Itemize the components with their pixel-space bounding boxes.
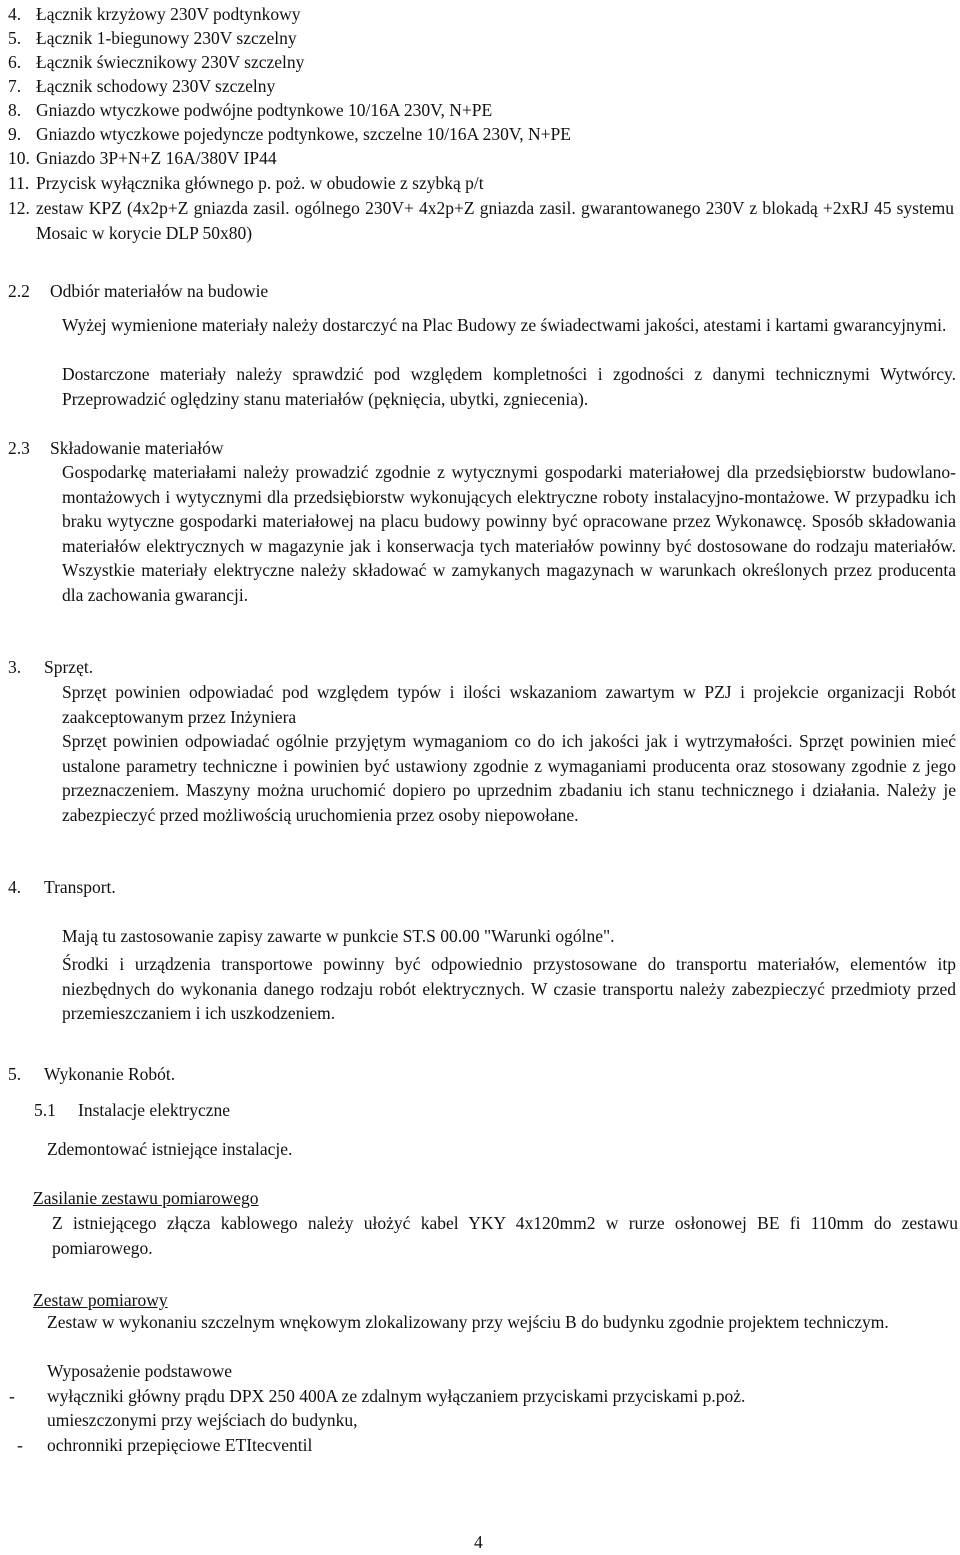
paragraph: Zestaw w wykonaniu szczelnym wnękowym zlokalizowany przy wejściu B do budynku zgodnie projektem techniczym. bbox=[47, 1312, 889, 1332]
section-heading: 2.3 Składowanie materiałów bbox=[8, 438, 224, 458]
bullet-dash: - bbox=[17, 1435, 23, 1455]
bullet-text: wyłączniki główny prądu DPX 250 400A ze zdalnym wyłączaniem przyciskami przyciskami p.poż. bbox=[47, 1386, 746, 1406]
paragraph: Z istniejącego złącza kablowego należy ułożyć kabel YKY 4x120mm2 w rurze osłonowej BE fi 110mm do zestawu pomiarowego. bbox=[52, 1213, 958, 1258]
document-page: 4. Łącznik krzyżowy 230V podtynkowy 5. Łącznik 1-biegunowy 230V szczelny 6. Łącznik świecznikowy 230V szczelny 7. Łącznik schodowy 230V szczelny 8. Gniazdo wtyczkowe podwójne podtynkowe 10/16A 230V, N+PE 9. Gniazdo wtyczkowe pojedyncze podtynkowe, szczelne 10/16A 230V, N+PE 10. Gniazdo 3P+N+Z 16A/380V IP44 11. Przycisk wyłącznika głównego p. poż. w obudowie z szybką p/t 12. zestaw KPZ (4x2p+Z gniazda zasil. ogólnego 230V+ 4x2p+Z gniazda zasil. gwarantowanego 230V z blokadą +2xRJ 45 systemu Mosaic w korycie DLP 50x80) 2.2 Odbiór materiałów na budowie Wyżej wymienione materiały należy dostarczyć na Plac Budowy ze świadectwami jakości, atestami i kartami gwarancyjnymi. Dostarczone materiały należy sprawdzić pod względem kompletności i zgodności z danymi technicznymi Wytwórcy. Przeprowadzić oględziny stanu materiałów (pęknięcia, ubytki, zgniecenia). 2.3 Składowanie materiałów Gospodarkę materiałami należy prowadzić zgodnie z wytycznymi gospodarki materiałowej dla przedsiębiorstw budowlano-montażowych i wytycznymi dla przedsiębiorstw wykonujących elektryczne roboty instalacyjno-montażowe. W przypadku ich braku wytyczne gospodarki materiałowej na placu budowy powinny być opracowane przez Wykonawcę. Sposób składowania materiałów elektrycznych w magazynie jak i konserwacja tych materiałów powinny być dostosowane do rodzaju materiałów. Wszystkie materiały elektryczne należy składować w zamykanych magazynach w warunkach określonych przez producenta dla zachowania gwarancji. 3. Sprzęt. Sprzęt powinien odpowiadać pod względem typów i ilości wskazaniom zawartym w PZJ i projekcie organizacji Robót zaakceptowanym przez Inżyniera Sprzęt powinien odpowiadać ogólnie przyjętym wymaganiom co do ich jakości jak i wytrzymałości. Sprzęt powinien mieć ustalone parametry techniczne i powinien być ustawiony zgodnie z wymaganiami producenta oraz stosowany zgodnie z jego przeznaczeniem. Maszyny można uruchomić dopiero po uprzednim zbadaniu ich stanu technicznego i działania. Należy je zabezpieczyć przed możliwością uruchomienia przez osoby niepowołane. 4. Transport. Mają tu zastosowanie zapisy zawarte w punkcie ST.S 00.00 "Warunki ogólne". Środki i urządzenia transportowe powinny być odpowiednio przystosowane do transportu materiałów, elementów itp niezbędnych do wykonania danego rodzaju robót elektrycznych. W czasie transportu należy zabezpieczyć przedmioty przed przemieszczaniem i ich uszkodzeniem. 5. Wykonanie Robót. 5.1 Instalacje elektryczne Zdemontować istniejące instalacje. Zasilanie zestawu pomiarowego Z istniejącego złącza kablowego należy ułożyć kabel YKY 4x120mm2 w rurze osłonowej BE fi 110mm do zestawu pomiarowego. Zestaw pomiarowy Zestaw w wykonaniu szczelnym wnękowym zlokalizowany przy wejściu B do budynku zgodnie projektem techniczym. Wyposażenie podstawowe - wyłączniki główny prądu DPX 250 400A ze zdalnym wyłączaniem przyciskami przyciskami p.poż. umieszczonymi przy wejściach do budynku, - ochronniki przepięciowe ETItecventil 4 bbox=[0, 0, 960, 1550]
section-heading: 3. Sprzęt. bbox=[8, 657, 94, 677]
paragraph: Sprzęt powinien odpowiadać ogólnie przyjętym wymaganiom co do ich jakości jak i wytrzymałości. Sprzęt powinien mieć ustalone parametry techniczne i powinien być ustawiony zgodnie z wymaganiami producenta oraz stosowany zgodnie z jego przeznaczeniem. Maszyny można uruchomić dopiero po uprzednim zbadaniu ich stanu technicznego i działania. Należy je zabezpieczyć przed możliwością uruchomienia przez osoby niepowołane. bbox=[62, 731, 956, 825]
section-heading: 5. Wykonanie Robót. bbox=[8, 1064, 176, 1084]
bullet-text: umieszczonymi przy wejściach do budynku, bbox=[47, 1410, 358, 1430]
paragraph: Środki i urządzenia transportowe powinny być odpowiednio przystosowane do transportu materiałów, elementów itp niezbędnych do wykonania danego rodzaju robót elektrycznych. W czasie transportu należy zabezpieczyć przedmioty przed przemieszczaniem i ich uszkodzeniem. bbox=[62, 954, 956, 1023]
subheading-zestaw: Zestaw pomiarowy bbox=[33, 1290, 168, 1310]
paragraph: Mają tu zastosowanie zapisy zawarte w punkcie ST.S 00.00 "Warunki ogólne". bbox=[62, 926, 615, 946]
section-heading: 2.2 Odbiór materiałów na budowie bbox=[8, 281, 269, 301]
section-heading: 4. Transport. bbox=[8, 877, 116, 897]
subsection-heading: 5.1 Instalacje elektryczne bbox=[34, 1100, 231, 1120]
paragraph: Wyżej wymienione materiały należy dostarczyć na Plac Budowy ze świadectwami jakości, atestami i kartami gwarancyjnymi. bbox=[62, 315, 947, 335]
subheading-zasilanie: Zasilanie zestawu pomiarowego bbox=[33, 1188, 259, 1208]
label-wyposazenie: Wyposażenie podstawowe bbox=[47, 1361, 233, 1381]
bullet-dash: - bbox=[9, 1386, 15, 1406]
list-item-text: zestaw KPZ (4x2p+Z gniazda zasil. ogólnego 230V+ 4x2p+Z gniazda zasil. gwarantowanego 230V z blokadą +2xRJ 45 systemu Mosaic w korycie DLP 50x80) bbox=[36, 198, 954, 243]
page-number: 4 bbox=[474, 1532, 483, 1552]
paragraph: Gospodarkę materiałami należy prowadzić zgodnie z wytycznymi gospodarki materiałowej dla przedsiębiorstw budowlano-montażowych i wytycznymi dla przedsiębiorstw wykonujących elektryczne roboty instalacyjno-montażowe. W przypadku ich braku wytyczne gospodarki materiałowej na placu budowy powinny być opracowane przez Wykonawcę. Sposób składowania materiałów elektrycznych w magazynie jak i konserwacja tych materiałów powinny być dostosowane do rodzaju materiałów. Wszystkie materiały elektryczne należy składować w zamykanych magazynach w warunkach określonych przez producenta dla zachowania gwarancji. bbox=[62, 462, 956, 605]
paragraph: Zdemontować istniejące instalacje. bbox=[47, 1139, 293, 1159]
paragraph: Dostarczone materiały należy sprawdzić pod względem kompletności i zgodności z danymi technicznymi Wytwórcy. Przeprowadzić oględziny stanu materiałów (pęknięcia, ubytki, zgniecenia). bbox=[62, 364, 956, 409]
paragraph: Sprzęt powinien odpowiadać pod względem typów i ilości wskazaniom zawartym w PZJ i projekcie organizacji Robót zaakceptowanym przez Inżyniera bbox=[62, 682, 956, 727]
bullet-text: ochronniki przepięciowe ETItecventil bbox=[47, 1435, 313, 1455]
